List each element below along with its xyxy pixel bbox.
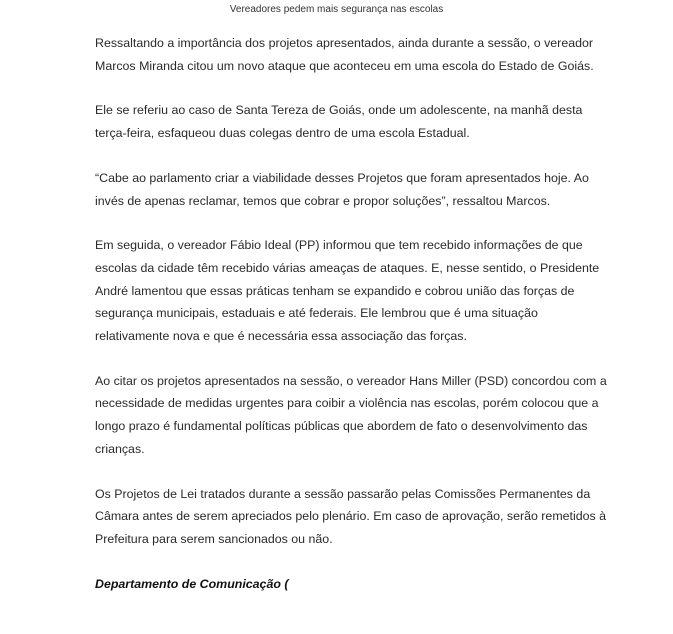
article-paragraph: Ao citar os projetos apresentados na sessão, o vereador Hans Miller (PSD) concordou com a necessidade de medidas urgentes para coibir a violência nas escolas, porém colocou que a longo prazo é fundamental políticas públicas que abordem de fato o desenvolvimento das crianças. [95,373,607,456]
article-paragraph: Ressaltando a importância dos projetos apresentados, ainda durante a sessão, o vereador Marcos Miranda citou um novo ataque que aconteceu em uma escola do Estado de Goiás. [95,36,594,73]
article-paragraph: “Cabe ao parlamento criar a viabilidade desses Projetos que foram apresentados hoje. Ao invés de apenas reclamar, temos que cobrar e propor soluções”, ressaltou Marcos. [95,170,589,208]
article-paragraph: Em seguida, o vereador Fábio Ideal (PP) informou que tem recebido informações de que escolas da cidade têm recebido várias ameaças de ataques. E, nesse sentido, o Presidente André lamentou que essas práticas tenham se expandido e cobrou união das forças de segurança municipais, estaduais e até federais. Ele lembrou que é uma situação relativamente nova e que é necessária essa associação das forças. [95,238,600,344]
article-signature: Departamento de Comunicação ( [95,576,289,591]
article-paragraph: Ele se referiu ao caso de Santa Tereza de Goiás, onde um adolescente, na manhã desta terça-feira, esfaqueou duas colegas dentro de uma escola Estadual. [95,103,583,141]
page-header-title: Vereadores pedem mais segurança nas escolas [229,4,444,15]
article-body [95,32,615,595]
article-paragraph: Os Projetos de Lei tratados durante a sessão passarão pelas Comissões Permanentes da Câmara antes de serem apreciados pelo plenário. Em caso de aprovação, serão remetidos à Prefeitura para serem sancionados ou não. [95,486,607,546]
